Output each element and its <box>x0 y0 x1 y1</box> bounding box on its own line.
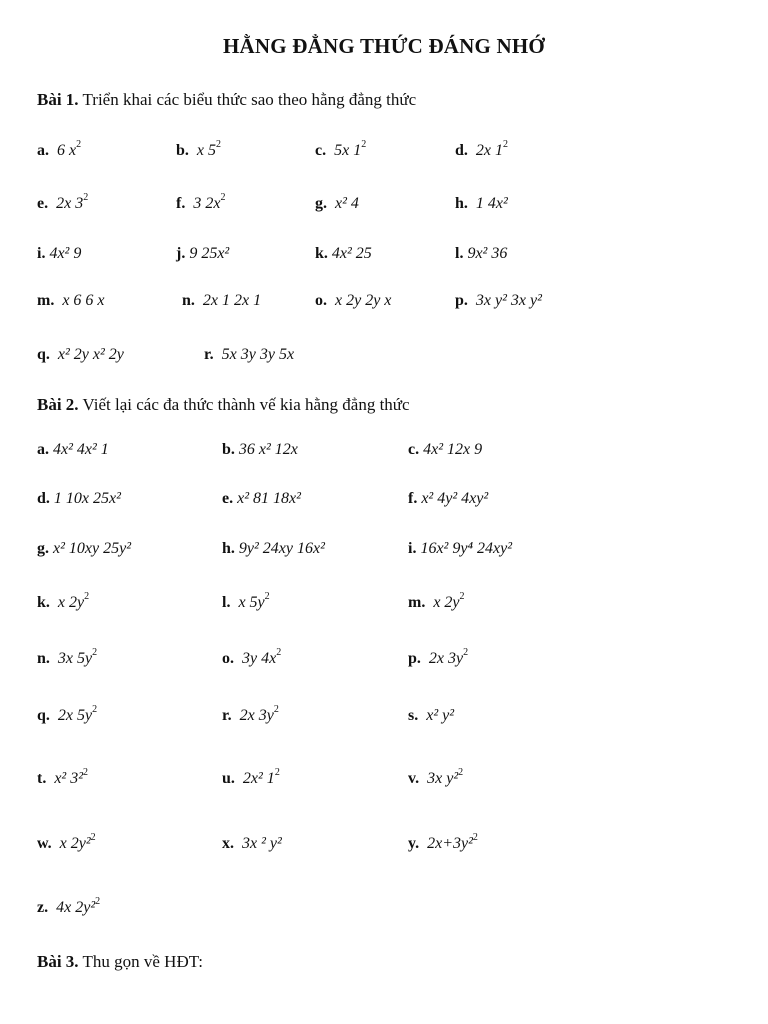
item-expression: 6 x <box>57 142 77 159</box>
exercise-item <box>37 896 101 917</box>
item-expression: 2x 1 <box>475 142 504 159</box>
item-label: x. <box>222 835 234 852</box>
item-exponent: 2 <box>361 139 367 150</box>
item-expression: 36 x² 12x <box>238 441 298 458</box>
item-exponent: 2 <box>92 647 98 658</box>
item-expression: x 2y 2y x <box>335 292 392 309</box>
item-exponent: 2 <box>274 767 280 778</box>
item-exponent: 2 <box>264 591 270 602</box>
item-label: v. <box>408 770 420 787</box>
exercise-item <box>37 346 124 364</box>
exercise-item <box>176 192 226 213</box>
item-label: y. <box>408 835 420 852</box>
item-label: l. <box>455 245 464 262</box>
item-expression: 5x 3y 3y 5x <box>221 346 295 363</box>
item-expression: 2x 3 <box>56 195 84 212</box>
exercise-item <box>182 292 261 310</box>
item-expression: 16x² 9y⁴ 24xy² <box>420 540 513 557</box>
item-expression: x 6 6 x <box>62 292 105 309</box>
item-label: p. <box>455 292 468 309</box>
exercise-item <box>408 591 465 612</box>
item-expression: 2x 3y <box>428 650 464 667</box>
item-expression: x² 10xy 25y² <box>53 540 131 557</box>
item-exponent: 2 <box>463 647 469 658</box>
item-expression: 1 10x 25x² <box>53 490 121 507</box>
exercise-item <box>222 647 282 668</box>
exercise-item <box>315 139 367 160</box>
item-label: m. <box>37 292 55 309</box>
exercise-item <box>408 707 454 725</box>
item-exponent: 2 <box>273 704 279 715</box>
item-label: n. <box>37 650 50 667</box>
item-label: a. <box>37 142 49 159</box>
item-expression: x² 81 18x² <box>237 490 301 507</box>
section-3-label: Bài 3. <box>37 952 79 971</box>
item-label: f. <box>176 195 186 212</box>
item-expression: 2x 3y <box>239 707 274 724</box>
item-expression: 5x 1 <box>334 142 362 159</box>
item-expression: x² 2y x² 2y <box>57 346 124 363</box>
item-expression: 4x² 12x 9 <box>423 441 483 458</box>
exercise-item <box>37 591 90 612</box>
exercise-item <box>315 245 372 263</box>
item-expression: 3x ² y² <box>242 835 282 852</box>
item-label: f. <box>408 490 418 507</box>
item-label: h. <box>222 540 235 557</box>
exercise-item <box>408 647 469 668</box>
exercise-item <box>455 245 507 263</box>
exercise-item <box>455 139 509 160</box>
section-1-heading <box>37 90 416 110</box>
item-expression: 4x² 4x² 1 <box>53 441 109 458</box>
item-exponent: 2 <box>90 832 96 843</box>
item-label: g. <box>37 540 49 557</box>
item-label: c. <box>408 441 420 458</box>
item-label: q. <box>37 346 50 363</box>
item-exponent: 2 <box>472 832 478 843</box>
exercise-item <box>37 139 82 160</box>
item-expression: x 5 <box>196 142 217 159</box>
item-exponent: 2 <box>83 192 89 203</box>
item-label: a. <box>37 441 49 458</box>
exercise-item <box>455 195 508 213</box>
exercise-item <box>408 490 488 508</box>
section-2-text: Viết lại các đa thức thành vế kia hằng đẳng thức <box>78 395 410 414</box>
item-expression: 3y 4x <box>242 650 277 667</box>
exercise-item <box>176 245 229 263</box>
item-label: b. <box>176 142 189 159</box>
item-label: i. <box>37 245 46 262</box>
section-2-label: Bài 2. <box>37 395 79 414</box>
exercise-item <box>222 591 270 612</box>
item-expression: x 2y² <box>59 835 91 852</box>
item-expression: 2x 1 2x 1 <box>202 292 262 309</box>
item-expression: 3x y² 3x y² <box>475 292 542 309</box>
item-label: s. <box>408 707 419 724</box>
item-exponent: 2 <box>95 896 101 907</box>
item-expression: 3x 5y <box>57 650 93 667</box>
section-2-heading <box>37 395 410 415</box>
section-1-label: Bài 1. <box>37 90 79 109</box>
item-label: e. <box>37 195 49 212</box>
item-exponent: 2 <box>276 647 282 658</box>
section-3-text: Thu gọn về HĐT: <box>78 952 203 971</box>
item-expression: 9y² 24xy 16x² <box>238 540 325 557</box>
page-title: HẰNG ĐẲNG THỨC ĐÁNG NHỚ <box>223 34 545 58</box>
item-exponent: 2 <box>76 139 82 150</box>
section-1-text: Triển khai các biểu thức sao theo hằng đẳng thức <box>78 90 417 109</box>
exercise-item <box>37 192 89 213</box>
item-label: h. <box>455 195 468 212</box>
exercise-item <box>222 704 279 725</box>
item-label: q. <box>37 707 50 724</box>
item-label: n. <box>182 292 195 309</box>
exercise-item <box>455 292 542 310</box>
item-label: i. <box>408 540 417 557</box>
item-exponent: 2 <box>84 591 90 602</box>
exercise-item <box>37 647 98 668</box>
exercise-item <box>222 540 325 558</box>
item-label: u. <box>222 770 235 787</box>
item-expression: 9x² 36 <box>467 245 508 262</box>
exercise-item <box>176 139 222 160</box>
item-label: o. <box>222 650 234 667</box>
item-exponent: 2 <box>92 704 98 715</box>
item-expression: x² y² <box>426 707 455 724</box>
item-expression: 3 2x <box>193 195 221 212</box>
item-expression: x 2y <box>433 594 460 611</box>
exercise-item <box>37 767 89 788</box>
item-expression: x² 3² <box>54 770 84 787</box>
exercise-item <box>37 245 81 263</box>
item-exponent: 2 <box>458 767 464 778</box>
item-expression: 9 25x² <box>189 245 230 262</box>
item-expression: 1 4x² <box>475 195 508 212</box>
exercise-item <box>37 292 105 310</box>
item-label: p. <box>408 650 421 667</box>
item-label: l. <box>222 594 231 611</box>
item-label: d. <box>37 490 50 507</box>
item-exponent: 2 <box>216 139 222 150</box>
exercise-item <box>37 832 96 853</box>
exercise-item <box>37 490 121 508</box>
item-exponent: 2 <box>503 139 509 150</box>
item-expression: 4x 2y² <box>56 899 96 916</box>
item-exponent: 2 <box>459 591 465 602</box>
item-label: b. <box>222 441 235 458</box>
item-expression: x² 4y² 4xy² <box>421 490 489 507</box>
exercise-item <box>37 704 98 725</box>
exercise-item <box>315 195 359 213</box>
item-expression: 2x 5y <box>57 707 93 724</box>
item-label: t. <box>37 770 47 787</box>
item-label: r. <box>222 707 232 724</box>
item-expression: x 5y <box>238 594 265 611</box>
item-label: e. <box>222 490 234 507</box>
exercise-item <box>222 441 298 459</box>
exercise-item <box>37 540 131 558</box>
exercise-item <box>408 832 478 853</box>
item-expression: 2x+3y² <box>427 835 473 852</box>
item-exponent: 2 <box>220 192 226 203</box>
item-label: c. <box>315 142 327 159</box>
item-label: o. <box>315 292 327 309</box>
item-expression: 3x y² <box>427 770 459 787</box>
exercise-item <box>222 490 301 508</box>
exercise-item <box>408 441 482 459</box>
exercise-item <box>315 292 391 310</box>
exercise-item <box>222 767 280 788</box>
item-expression: x² 4 <box>335 195 359 212</box>
section-3-heading <box>37 952 203 972</box>
item-expression: x 2y <box>57 594 85 611</box>
item-label: r. <box>204 346 214 363</box>
item-expression: 2x² 1 <box>242 770 275 787</box>
item-exponent: 2 <box>83 767 89 778</box>
exercise-item <box>204 346 294 364</box>
item-label: g. <box>315 195 327 212</box>
item-label: d. <box>455 142 468 159</box>
item-label: w. <box>37 835 52 852</box>
exercise-item <box>222 835 282 853</box>
item-label: k. <box>37 594 50 611</box>
exercise-item <box>408 767 464 788</box>
item-label: z. <box>37 899 49 916</box>
item-expression: 4x² 25 <box>331 245 372 262</box>
item-expression: 4x² 9 <box>49 245 82 262</box>
item-label: m. <box>408 594 426 611</box>
exercise-item <box>37 441 109 459</box>
item-label: j. <box>176 245 186 262</box>
item-label: k. <box>315 245 328 262</box>
exercise-item <box>408 540 512 558</box>
